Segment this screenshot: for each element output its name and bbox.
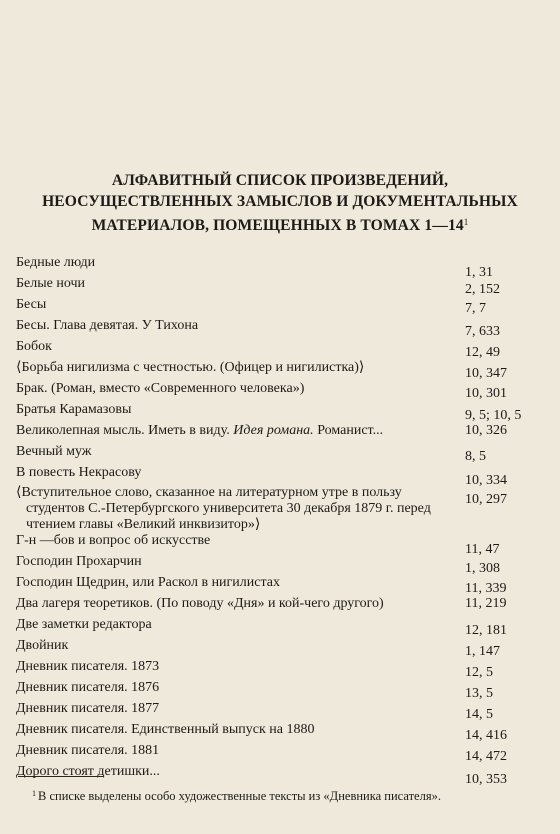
entry-reference: 10, 353 bbox=[465, 772, 507, 787]
entry-reference: 14, 472 bbox=[465, 749, 507, 764]
index-entry bbox=[0, 254, 560, 280]
entry-reference: 1, 31 bbox=[465, 265, 493, 280]
index-entry bbox=[0, 595, 560, 612]
entry-reference: 14, 416 bbox=[465, 728, 507, 743]
index-entry bbox=[0, 700, 560, 722]
footnote-divider bbox=[18, 776, 104, 777]
entry-title: Господин Щедрин, или Раскол в нигилистах bbox=[16, 575, 280, 590]
index-entry bbox=[0, 721, 560, 743]
heading-footnote-mark: 1 bbox=[463, 217, 469, 227]
entry-reference: 10, 347 bbox=[465, 366, 507, 381]
index-entry bbox=[0, 658, 560, 680]
entry-reference: 12, 49 bbox=[465, 345, 500, 360]
entry-title: Два лагеря теоретиков. (По поводу «Дня» и кой-чего другого) bbox=[16, 596, 384, 611]
entry-title: Вечный муж bbox=[16, 444, 92, 459]
entry-reference: 11, 47 bbox=[465, 542, 500, 557]
entry-title: Бесы bbox=[16, 297, 47, 312]
footnote bbox=[16, 785, 542, 805]
entry-title: Дневник писателя. 1877 bbox=[16, 701, 160, 716]
entry-title-italic-part: Идея романа. bbox=[233, 423, 314, 438]
index-entry bbox=[0, 359, 560, 381]
entry-title bbox=[16, 422, 460, 439]
heading-line-3 bbox=[18, 212, 542, 236]
entry-title: ⟨Борьба нигилизма с честностью. (Офицер и нигилистка)⟩ bbox=[16, 360, 365, 375]
index-entry bbox=[0, 296, 560, 316]
heading-line-3-text: МАТЕРИАЛОВ, ПОМЕЩЕННЫХ В ТОМАХ 1—14 bbox=[91, 217, 464, 234]
entry-reference: 14, 5 bbox=[465, 707, 493, 722]
page-heading bbox=[18, 170, 542, 236]
index-entry bbox=[0, 485, 560, 536]
heading-line-2: НЕОСУЩЕСТВЛЕННЫХ ЗАМЫСЛОВ И ДОКУМЕНТАЛЬНЫХ bbox=[42, 193, 518, 210]
entry-title: Белые ночи bbox=[16, 276, 86, 291]
entry-title: ⟨Вступительное слово, сказанное на литературном утре в пользу студентов С.-Петербургского университета 30 декабря 1879 г. перед чтением главы «Великий инквизитор»⟩ bbox=[16, 485, 431, 532]
entry-reference: 1, 147 bbox=[465, 644, 500, 659]
index-entry bbox=[0, 401, 560, 423]
entry-reference: 1, 308 bbox=[465, 561, 500, 576]
entry-reference: 7, 633 bbox=[465, 324, 500, 339]
entry-reference: 12, 181 bbox=[465, 623, 507, 638]
footnote-mark: 1 bbox=[32, 789, 36, 798]
entry-title: Дорого стоят детишки... bbox=[16, 764, 160, 779]
entry-reference: 2, 152 bbox=[465, 282, 500, 297]
entry-title: Дневник писателя. 1881 bbox=[16, 743, 160, 758]
entry-title-part: Великолепная мысль. Иметь в виду. bbox=[16, 423, 234, 438]
index-entry bbox=[0, 616, 560, 638]
entry-reference: 10, 301 bbox=[465, 386, 507, 401]
entry-title: Г-н —бов и вопрос об искусстве bbox=[16, 533, 211, 548]
entry-title: Бедные люди bbox=[16, 255, 96, 270]
footnote-text: В списке выделены особо художественные тексты из «Дневника писателя». bbox=[38, 789, 441, 803]
index-entry bbox=[0, 574, 560, 596]
entry-title: Братья Карамазовы bbox=[16, 402, 132, 417]
entry-title: Бесы. Глава девятая. У Тихона bbox=[16, 318, 199, 333]
entry-title: Дневник писателя. Единственный выпуск на 1880 bbox=[16, 722, 315, 737]
index-entry bbox=[0, 553, 560, 576]
index-entry bbox=[0, 464, 560, 488]
entry-title: Дневник писателя. 1876 bbox=[16, 680, 160, 695]
entry-title: Две заметки редактора bbox=[16, 617, 152, 632]
index-entry bbox=[0, 275, 560, 297]
entry-reference: 11, 219 bbox=[465, 596, 507, 611]
index-entry bbox=[0, 380, 560, 401]
entry-title: В повесть Некрасову bbox=[16, 465, 142, 480]
entry-reference: 10, 334 bbox=[465, 473, 507, 488]
index-entry bbox=[0, 742, 560, 764]
index-entry bbox=[0, 637, 560, 659]
index-entry bbox=[0, 338, 560, 360]
entry-reference: 10, 326 bbox=[465, 423, 507, 438]
heading-line-1: АЛФАВИТНЫЙ СПИСОК ПРОИЗВЕДЕНИЙ, bbox=[111, 172, 449, 189]
entry-reference: 9, 5; 10, 5 bbox=[465, 408, 522, 423]
index-entry bbox=[0, 317, 560, 339]
entry-reference: 10, 297 bbox=[465, 492, 507, 507]
index-entry bbox=[0, 763, 560, 787]
index-entry bbox=[0, 443, 560, 464]
index-entry bbox=[0, 422, 560, 439]
index-entry bbox=[0, 532, 560, 557]
entry-reference: 12, 5 bbox=[465, 665, 493, 680]
entry-title: Дневник писателя. 1873 bbox=[16, 659, 160, 674]
entry-title: Брак. (Роман, вместо «Современного человека») bbox=[16, 381, 305, 396]
entry-reference: 13, 5 bbox=[465, 686, 493, 701]
entry-title: Господин Прохарчин bbox=[16, 554, 142, 569]
entry-reference: 8, 5 bbox=[465, 449, 486, 464]
entry-title: Бобок bbox=[16, 339, 52, 354]
index-list bbox=[0, 254, 560, 787]
index-entry bbox=[0, 679, 560, 701]
entry-title-part: Романист... bbox=[313, 423, 384, 438]
entry-reference: 11, 339 bbox=[465, 581, 507, 596]
entry-reference: 7, 7 bbox=[465, 301, 486, 316]
entry-title: Двойник bbox=[16, 638, 69, 653]
